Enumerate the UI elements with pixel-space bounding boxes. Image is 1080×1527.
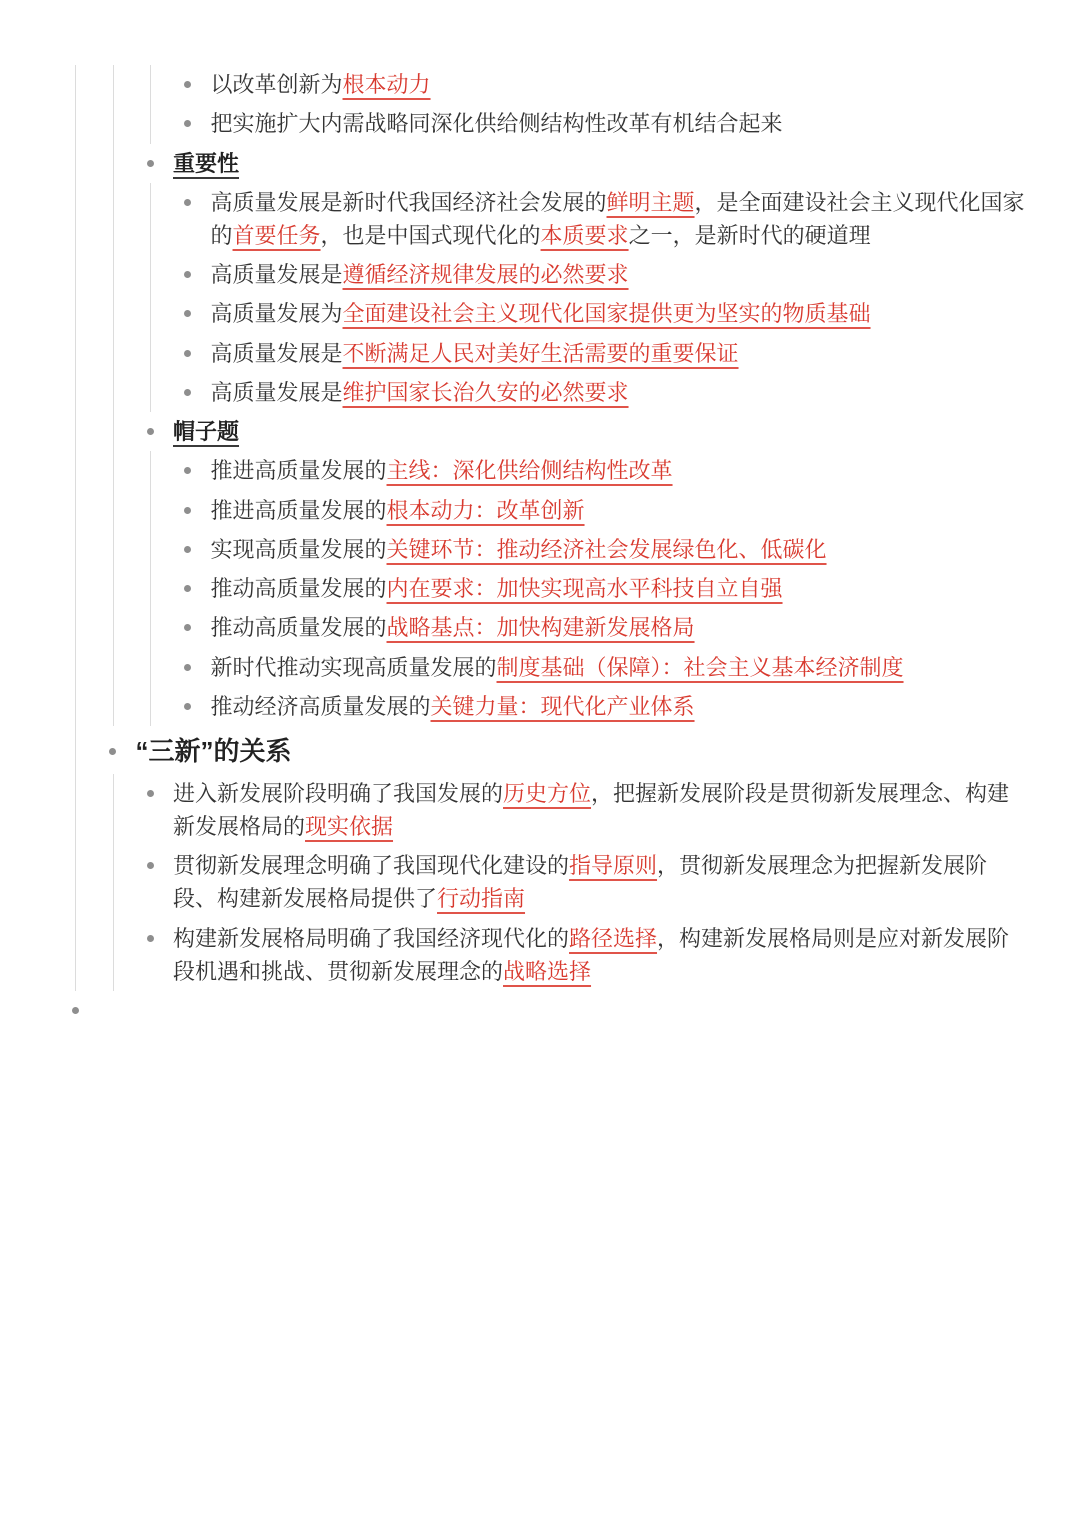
bullet-icon[interactable] [184, 120, 191, 127]
section-heading-row[interactable] [113, 726, 1030, 774]
outline-item [188, 530, 1030, 569]
outline-item-row[interactable] [188, 648, 1030, 687]
key-phrase: 首要任务 [232, 222, 321, 248]
item-text[interactable] [211, 68, 1030, 101]
bullet-icon[interactable] [184, 546, 191, 553]
outline-item [150, 846, 1029, 918]
item-text[interactable] [211, 611, 1030, 644]
item-text[interactable] [211, 297, 1030, 330]
child-list [113, 774, 1030, 991]
item-text[interactable] [173, 147, 1029, 180]
outline-item [188, 451, 1030, 490]
outline-item [188, 334, 1030, 373]
item-text[interactable] [173, 849, 1029, 915]
bullet-icon[interactable] [184, 350, 191, 357]
outline-item-empty [75, 991, 1029, 1030]
text-segment: 推动高质量发展的 [210, 615, 387, 641]
key-phrase: 历史方位 [503, 781, 592, 806]
outline-item [188, 569, 1030, 608]
section-title-three-new: “三新”的关系 [135, 736, 292, 766]
key-phrase: 鲜明主题 [606, 189, 695, 215]
key-phrase: 遵循经济规律发展的必然要求 [342, 262, 629, 287]
text-segment: 高质量发展是 [210, 262, 343, 287]
key-phrase: 战略基点：加快构建新发展格局 [386, 615, 695, 641]
text-segment: 新时代推动实现高质量发展的 [210, 654, 497, 680]
section-title-hat-topics: 帽子题 [173, 419, 240, 444]
outline-item-row[interactable] [188, 65, 1030, 104]
item-text[interactable] [173, 777, 1029, 843]
item-text[interactable] [136, 731, 1030, 771]
text-segment: ，也是中国式现代化的 [320, 222, 541, 248]
bullet-icon[interactable] [184, 389, 191, 396]
text-segment: 进入新发展阶段明确了我国发展的 [173, 781, 504, 806]
bullet-icon[interactable] [147, 862, 154, 869]
key-phrase: 全面建设社会主义现代化国家提供更为坚实的物质基础 [342, 301, 871, 327]
outline-item [150, 774, 1029, 846]
item-text[interactable] [211, 454, 1030, 487]
outline-item [188, 373, 1030, 412]
outline-item-row[interactable] [188, 687, 1030, 726]
text-segment: ，构建新发展格局则是应对新发展阶段机遇和挑战、贯彻新发展理念的 [173, 925, 1010, 984]
outline-item-row[interactable] [188, 530, 1030, 569]
bullet-icon[interactable] [184, 81, 191, 88]
root-children-list [75, 65, 1029, 991]
outline-item-row[interactable] [150, 846, 1029, 918]
item-text[interactable] [211, 651, 1030, 684]
text-segment: 高质量发展是 [210, 379, 343, 405]
child-list [150, 65, 1029, 144]
item-text[interactable] [211, 533, 1030, 566]
text-segment: 把实施扩大内需战略同深化供给侧结构性改革有机结合起来 [210, 111, 783, 137]
section-heading-row[interactable] [150, 412, 1029, 451]
bullet-icon[interactable] [184, 271, 191, 278]
text-segment: 实现高质量发展的 [210, 536, 387, 562]
child-list [113, 65, 1030, 726]
key-phrase: 关键环节：推动经济社会发展绿色化、低碳化 [386, 536, 827, 562]
key-phrase: 现实依据 [305, 814, 394, 839]
outline-item-row[interactable] [188, 608, 1030, 647]
bullet-icon[interactable] [184, 703, 191, 710]
outline-item-row[interactable] [150, 919, 1029, 991]
item-text[interactable] [173, 922, 1029, 988]
text-segment: ，贯彻新发展理念为把握新发展阶段、构建新发展格局提供了 [173, 853, 988, 912]
section-heading-row[interactable] [150, 144, 1029, 183]
text-segment: 推动经济高质量发展的 [210, 693, 431, 719]
outline-item [188, 608, 1030, 647]
outline-item [150, 919, 1029, 991]
item-text[interactable] [211, 376, 1030, 409]
outline-item [188, 294, 1030, 333]
bullet-icon[interactable] [72, 1007, 79, 1014]
text-segment: 高质量发展是 [210, 340, 343, 366]
section-three-new [113, 726, 1030, 991]
outline-item-row[interactable] [188, 373, 1030, 412]
item-text[interactable] [173, 415, 1029, 448]
outline-item [188, 687, 1030, 726]
outline-item-row[interactable] [150, 774, 1029, 846]
key-phrase: 维护国家长治久安的必然要求 [342, 379, 629, 405]
item-text[interactable] [211, 572, 1030, 605]
bullet-icon[interactable] [184, 199, 191, 206]
section-title-importance: 重要性 [173, 150, 240, 176]
outline-item-row[interactable] [188, 334, 1030, 373]
outline-item-row[interactable] [188, 491, 1030, 530]
bullet-icon[interactable] [147, 160, 154, 167]
text-segment: 高质量发展是新时代我国经济社会发展的 [210, 189, 607, 215]
offscreen-parent-item [150, 65, 1029, 144]
outline-item [188, 648, 1030, 687]
child-list [150, 183, 1029, 412]
outline-tree [75, 65, 1029, 1030]
key-phrase: 关键力量：现代化产业体系 [430, 693, 695, 719]
bullet-icon[interactable] [184, 664, 191, 671]
bullet-icon[interactable] [184, 310, 191, 317]
key-phrase: 制度基础（保障）：社会主义基本经济制度 [496, 654, 904, 680]
outline-item [188, 104, 1030, 143]
bullet-icon[interactable] [147, 428, 154, 435]
child-list [150, 451, 1029, 726]
bullet-icon[interactable] [147, 790, 154, 797]
key-phrase: 路径选择 [569, 925, 658, 951]
key-phrase: 主线：深化供给侧结构性改革 [386, 458, 673, 484]
section-hat-topics [150, 412, 1029, 726]
outline-item-row[interactable] [188, 104, 1030, 143]
outline-item [188, 65, 1030, 104]
bullet-icon[interactable] [184, 507, 191, 514]
outline-item [188, 255, 1030, 294]
key-phrase: 根本动力：改革创新 [386, 497, 585, 523]
item-text[interactable] [211, 690, 1030, 723]
bullet-icon[interactable] [184, 585, 191, 592]
key-phrase: 内在要求：加快实现高水平科技自立自强 [386, 576, 783, 601]
outline-item-row[interactable] [75, 991, 1029, 1030]
outline-item-row[interactable] [188, 183, 1030, 255]
outline-item-row[interactable] [188, 451, 1030, 490]
outline-item-row[interactable] [188, 255, 1030, 294]
key-phrase: 本质要求 [540, 222, 629, 248]
key-phrase: 根本动力 [342, 72, 431, 97]
outline-item-row[interactable] [188, 294, 1030, 333]
outline-item-row[interactable] [188, 569, 1030, 608]
bullet-icon[interactable] [184, 467, 191, 474]
key-phrase: 不断满足人民对美好生活需要的重要保证 [342, 340, 739, 366]
outline-item [188, 183, 1030, 255]
bullet-icon[interactable] [147, 935, 154, 942]
text-segment: 推进高质量发展的 [210, 458, 387, 484]
item-text-empty[interactable] [98, 994, 1029, 1027]
text-segment: ，把握新发展阶段是贯彻新发展理念、构建新发展格局的 [173, 781, 1010, 839]
item-text[interactable] [211, 337, 1030, 370]
section-importance [150, 144, 1029, 413]
bullet-icon[interactable] [109, 748, 116, 755]
offscreen-parent-item [113, 65, 1030, 726]
text-segment: 推进高质量发展的 [210, 497, 387, 523]
item-text[interactable] [211, 258, 1030, 291]
key-phrase: 指导原则 [569, 853, 658, 879]
text-segment: 构建新发展格局明确了我国经济现代化的 [173, 925, 570, 951]
text-segment: ，是全面建设社会主义现代化国家的 [210, 189, 1025, 248]
text-segment: 推动高质量发展的 [210, 576, 387, 601]
text-segment: 以改革创新为 [210, 72, 343, 97]
key-phrase: 行动指南 [437, 886, 526, 912]
item-text[interactable] [211, 186, 1030, 252]
item-text[interactable] [211, 494, 1030, 527]
bullet-icon[interactable] [184, 624, 191, 631]
item-text[interactable] [211, 107, 1030, 140]
text-segment: 高质量发展为 [210, 301, 343, 327]
text-segment: 贯彻新发展理念明确了我国现代化建设的 [173, 853, 570, 879]
outline-item [188, 491, 1030, 530]
key-phrase: 战略选择 [503, 958, 592, 984]
text-segment: 之一，是新时代的硬道理 [628, 222, 871, 248]
